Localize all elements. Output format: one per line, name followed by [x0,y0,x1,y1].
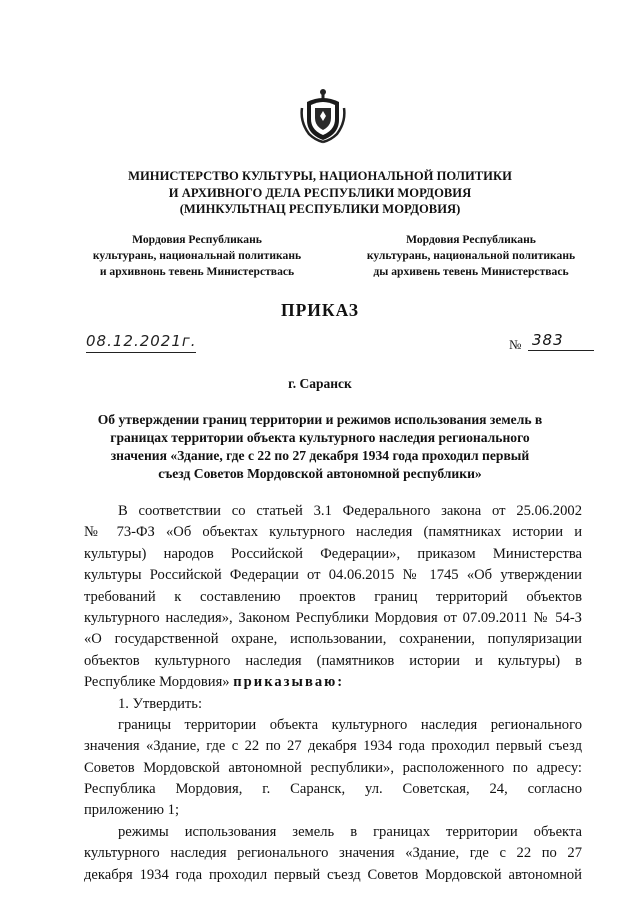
ministry-name-erzya [336,232,606,280]
coat-of-arms-icon [299,86,347,144]
body-line-6: культурного наследия», Законом Республики Мордовия от 07.09.2011 № 54-З [84,609,582,626]
body-line-17: культурного наследия регионального значения «Здание, где с 22 по 27 [84,845,582,862]
ministry-line-2: И АРХИВНОГО ДЕЛА РЕСПУБЛИКИ МОРДОВИЯ [168,185,472,200]
body-line-16: режимы использования земель в границах территории объекта [118,823,582,840]
body-line-7: «О государственной охране, использовании, сохранении, популяризации [84,631,582,648]
body-line-3: культуры) народов Российской Федерации», приказом Министерства [84,545,582,562]
order-body [84,501,582,886]
body-line-18: декабря 1934 года проходил первый съезд Советов Мордовской автономной [84,866,582,883]
document-title: ПРИКАЗ [280,300,360,320]
heading-line-2: границах территории объекта культурного наследия регионального [110,430,530,445]
ministry-line-3: (МИНКУЛЬТНАЦ РЕСПУБЛИКИ МОРДОВИЯ) [179,202,461,216]
body-line-15: приложению 1; [84,802,180,819]
moksha-line-2: культурань, национальнай политикань [92,249,302,262]
city: г. Саранск [288,376,352,391]
ministry-name [60,168,580,218]
order-heading [82,411,558,483]
body-line-5: требований к составлению проектов границ территорий объектов [84,588,582,605]
moksha-line-1: Мордовия Республикань [132,233,262,246]
body-line-4: культуры Российской Федерации от 04.06.2015 № 1745 «Об утверждении [84,567,582,584]
body-line-8: объектов культурного наследия (памятников истории и культуры) в [84,652,582,669]
body-line-1: В соответствии со статьей 3.1 Федерального закона от 25.06.2002 [118,503,582,519]
order-number-label: № [509,337,522,352]
order-date: 08.12.2021г. [86,330,196,353]
body-line-9-text: Республике Мордовия» [84,674,230,691]
body-line-10: 1. Утвердить: [118,695,203,712]
order-number: 383 [528,329,594,351]
body-line-14: Республика Мордовия, г. Саранск, ул. Советская, 24, согласно [84,781,582,798]
erzya-line-1: Мордовия Республикань [406,233,536,246]
heading-line-1: Об утверждении границ территории и режимов использования земель в [97,412,543,427]
body-line-9 [84,672,582,693]
body-line-12: значения «Здание, где с 22 по 27 декабря 1934 года проходил первый съезд [84,738,582,755]
body-line-13: Советов Мордовской автономной республики», расположенного по адресу: [84,759,582,776]
ministry-name-moksha [62,232,332,280]
moksha-line-3: и архивнонь тевень Министерствась [99,265,295,278]
ministry-line-1: МИНИСТЕРСТВО КУЛЬТУРЫ, НАЦИОНАЛЬНОЙ ПОЛИТИКИ [128,169,512,183]
order-verb: приказываю: [233,674,345,691]
erzya-line-2: культурань, национальной политикань [366,249,576,262]
body-line-11: границы территории объекта культурного наследия регионального [118,716,582,733]
heading-line-3: значения «Здание, где с 22 по 27 декабря 1934 года проходил первый [110,448,530,463]
erzya-line-3: ды архивень тевень Министерствась [373,265,569,278]
body-line-2: № 73-ФЗ «Об объектах культурного наследия (памятниках истории и [84,524,582,541]
heading-line-4: съезд Советов Мордовской автономной республики» [158,466,482,481]
